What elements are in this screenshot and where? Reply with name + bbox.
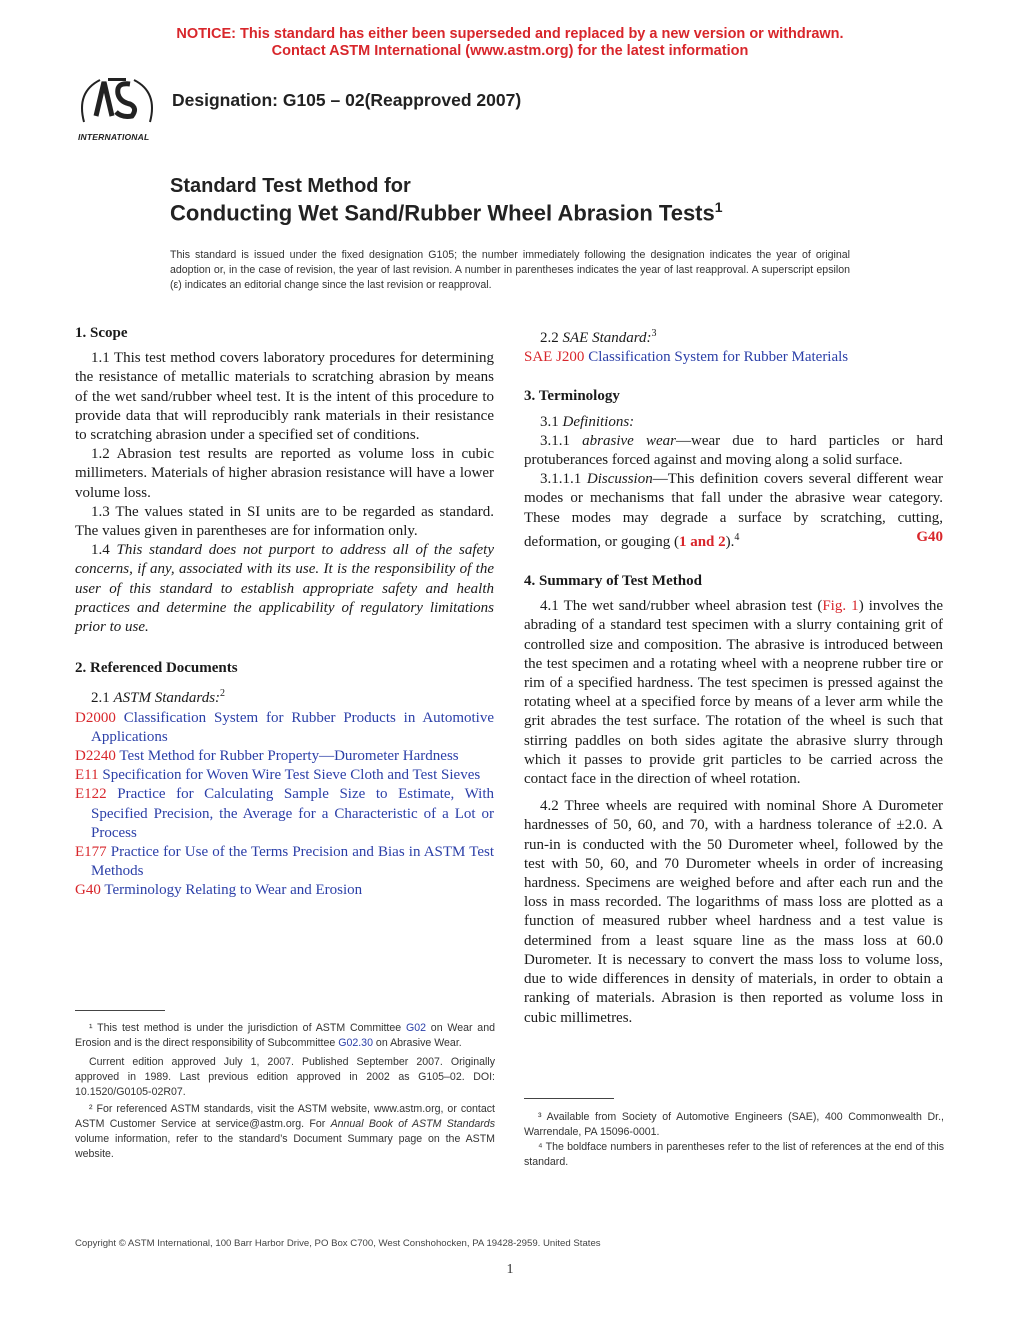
standard-code: E177 <box>75 844 107 861</box>
scope-1-4-text: This standard does not purport to address all of the safety concerns, if any, associated with its use. It is the responsibility of the user of this standard to establish appropriate safety and health practices and determine the applicability of regulatory limitations prior to use. <box>75 542 495 636</box>
standard-code: E122 <box>75 786 107 803</box>
footnote-1-start: ¹ This test method is under the jurisdiction of ASTM Committee <box>89 1022 406 1034</box>
footnote-2 <box>75 1102 495 1162</box>
standard-code: G40 <box>75 882 101 899</box>
discussion-number: 3.1.1.1 <box>540 471 582 488</box>
referenced-standard[interactable] <box>75 766 494 785</box>
designation: Designation: G105 – 02(Reapproved 2007) <box>172 90 522 110</box>
section-heading-summary: 4. Summary of Test Method <box>524 573 702 590</box>
title-footnote-marker: 1 <box>714 199 723 215</box>
footnote-2-italic: Annual Book of ASTM Standards <box>330 1118 495 1130</box>
withdrawal-notice <box>0 26 1020 60</box>
footnote-rule-right <box>524 1098 614 1099</box>
discussion-footnote: 4 <box>734 531 740 543</box>
standard-title: Specification for Woven Wire Test Sieve Cloth and Test Sieves <box>102 767 481 784</box>
scope-1-2: 1.2 Abrasion test results are reported as volume loss in cubic millimeters. Materials of higher abrasion resistance will have a lower volume loss. <box>75 446 494 501</box>
astm-standards-footnote: 2 <box>220 688 226 700</box>
footnotes-right <box>524 1110 944 1170</box>
discussion-text: —This definition covers several different wear modes or mechanisms that fall under the abrasive wear category. These modes may degrade a surface by scratching, cutting, deformation, or gouging ( <box>524 471 944 550</box>
footnote-1-mid: on Wear and Erosion and is the direct responsibility of Subcommittee <box>75 1022 495 1049</box>
notice-line-2: Contact ASTM International (www.astm.org) for the latest information <box>271 43 749 59</box>
term-name: abrasive wear <box>582 432 676 449</box>
term-abrasive-wear <box>524 432 943 470</box>
referenced-standard[interactable] <box>75 709 494 747</box>
notice-line-1: NOTICE: This standard has either been superseded and replaced by a new version or withdrawn. <box>176 26 844 42</box>
standard-code: E11 <box>75 767 99 784</box>
scope-1-4-number: 1.4 <box>91 542 110 559</box>
footnotes-left <box>75 1021 495 1162</box>
sae-standard-number: 2.2 <box>540 330 559 346</box>
footnote-2-start: ² For referenced ASTM standards, visit the ASTM website, www.astm.org, or contact ASTM Customer Service at service@astm.org. For <box>75 1103 495 1130</box>
astm-standards-label <box>75 684 494 708</box>
astm-standards-text: ASTM Standards: <box>113 690 221 707</box>
standard-title: Practice for Use of the Terms Precision and Bias in ASTM Test Methods <box>91 844 494 880</box>
sae-standard-text: SAE Standard: <box>562 330 652 346</box>
subcommittee-g02-30-link[interactable]: G02.30 <box>338 1037 373 1049</box>
summary-4-1 <box>524 597 943 789</box>
title-line-2 <box>170 199 723 226</box>
footnote-3: ³ Available from Society of Automotive Engineers (SAE), 400 Commonwealth Dr., Warrendale, PA 15096-0001. <box>524 1111 944 1138</box>
summary-4-1-start: 4.1 The wet sand/rubber wheel abrasion test ( <box>540 598 823 615</box>
standard-code: D2000 <box>75 709 116 726</box>
title-line-1: Standard Test Method for <box>170 175 411 197</box>
left-column <box>75 324 494 901</box>
summary-4-2: 4.2 Three wheels are required with nominal Shore A Durometer hardnesses of 50, 60, and 70, with a hardness tolerance of ±2.0. A run-in is conducted with the 50 Durometer wheel, followed by the test with 50, 60, and 70 Durometer wheels in order of increasing hardness. Specimens are weighed before and after each run and the loss in mass recorded. The logarithms of mass loss are plotted as a function of measured rubber wheel hardness and a test value is determined from a least square line as the mass loss at 60.0 Durometer. It is necessary to convert the mass loss to volume loss, due to wide differences in density of materials, in order to obtain a ranking of materials. Abrasion is then reported as volume loss in cubic millimetres. <box>524 798 943 1026</box>
astm-logo <box>72 72 162 144</box>
standard-title: Classification System for Rubber Materials <box>588 349 849 366</box>
definitions-label <box>524 413 943 432</box>
standard-title: Classification System for Rubber Products in Automotive Applications <box>91 709 495 745</box>
term-number: 3.1.1 <box>540 432 570 449</box>
footnote-4: ⁴ The boldface numbers in parentheses refer to the list of references at the end of this standard. <box>524 1141 944 1168</box>
referenced-standard[interactable] <box>75 881 494 900</box>
referenced-standard[interactable] <box>75 747 494 766</box>
reference-link[interactable]: 1 and 2 <box>678 533 726 550</box>
standard-title: Test Method for Rubber Property—Durometer Hardness <box>119 748 459 765</box>
footnote-1 <box>75 1021 495 1051</box>
footnote-2-end: volume information, refer to the standard’s Document Summary page on the ASTM website. <box>75 1133 495 1160</box>
copyright: Copyright © ASTM International, 100 Barr Harbor Drive, PO Box C700, West Conshohocken, PA 19428-2959. United States <box>75 1238 601 1249</box>
discussion-end: ). <box>725 533 735 550</box>
footnote-rule-left <box>75 1010 165 1011</box>
term-definition: —wear due to hard particles or hard protuberances forced against and moving along a solid surface. <box>524 432 943 469</box>
scope-1-3: 1.3 The values stated in SI units are to be regarded as standard. The values given in parentheses are for information only. <box>75 503 494 540</box>
discussion-label: Discussion <box>586 471 653 488</box>
g40-tag[interactable]: G40 <box>916 528 943 545</box>
footnote-1-end: on Abrasive Wear. <box>372 1037 462 1049</box>
section-heading-scope: 1. Scope <box>75 325 128 341</box>
astm-standards-number: 2.1 <box>91 690 110 707</box>
issuance-statement: This standard is issued under the fixed designation G105; the number immediately following the designation indicates the year of original adoption or, in the case of revision, the year of last revision. A number in parentheses indicates the year of last reapproval. A superscript epsilon (ε) indicates an editorial change since the last revision or reapproval. <box>170 249 850 291</box>
standard-title: Terminology Relating to Wear and Erosion <box>104 882 363 899</box>
sae-standard-footnote: 3 <box>651 328 657 339</box>
section-heading-referenced-documents: 2. Referenced Documents <box>75 660 238 677</box>
referenced-standard[interactable] <box>75 785 494 843</box>
standard-title: Practice for Calculating Sample Size to Estimate, With Specified Precision, the Average for a Characteristic of a Lot or Process <box>91 786 494 841</box>
scope-1-4 <box>75 541 494 637</box>
term-discussion <box>524 470 943 552</box>
scope-1-1: 1.1 This test method covers laboratory procedures for determining the resistance of metallic materials to scratching abrasion by means of the wet sand/rubber wheel test. It is the intent of this procedure to provide data that will reproducibly rank materials in their resistance to scratching abrasion under a specified set of conditions. <box>75 350 494 444</box>
right-column <box>524 324 943 1028</box>
page-number: 1 <box>506 1262 514 1277</box>
figure-1-link[interactable]: Fig. 1 <box>822 598 859 615</box>
summary-4-1-rest: ) involves the abrading of a standard test specimen with a slurry containing grit of controlled size and composition. The abrasive is introduced between the test specimen and a rotating wheel with a neoprene rubber tire or rim of a specified hardness. The test specimen is pressed against the rotating wheel at a specified force by means of a lever arm while the grit abrades the test surface. The rotation of the wheel is such that stirring paddles on both sides agitate the abrasive slurry through which it passes to provide grit particles to be carried across the contact face in the direction of wheel rotation. <box>524 598 944 788</box>
standard-code: SAE J200 <box>524 349 585 366</box>
referenced-standard[interactable] <box>75 843 494 881</box>
definitions-number: 3.1 <box>540 413 559 430</box>
standard-code: D2240 <box>75 748 116 765</box>
sae-standard-label <box>524 324 943 348</box>
referenced-standards-list <box>75 709 494 901</box>
sae-j200-reference[interactable] <box>524 348 943 367</box>
logo-wordmark: INTERNATIONAL <box>78 132 150 142</box>
footnote-1-edition: Current edition approved July 1, 2007. Published September 2007. Originally approved in 1989. Last previous edition approved in 2002 as G105–02. DOI: 10.1520/G0105-02R07. <box>75 1056 495 1098</box>
section-heading-terminology: 3. Terminology <box>524 388 620 405</box>
definitions-text: Definitions: <box>562 413 635 430</box>
committee-g02-link[interactable]: G02 <box>405 1022 426 1034</box>
title-text: Conducting Wet Sand/Rubber Wheel Abrasion Tests <box>170 200 715 226</box>
